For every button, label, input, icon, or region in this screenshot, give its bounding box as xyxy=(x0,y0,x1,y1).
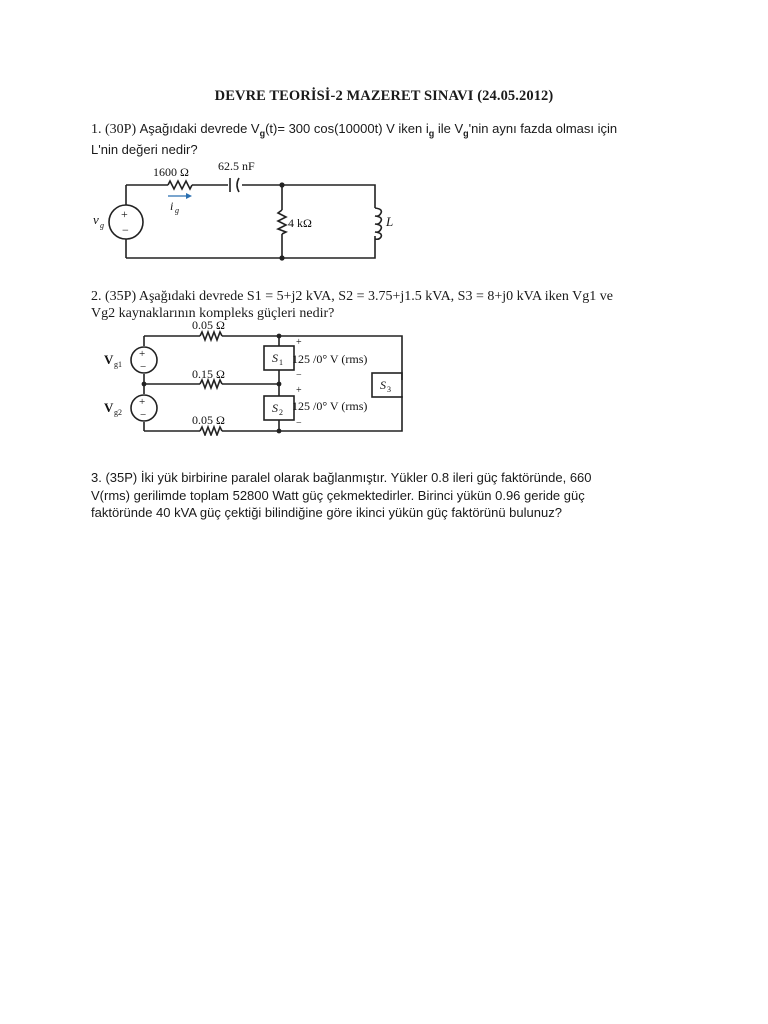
s2-label: S xyxy=(272,401,278,415)
source-label: v xyxy=(93,212,99,227)
question-3 xyxy=(91,469,701,522)
circuit-2-diagram xyxy=(96,318,408,436)
vg2-label: V xyxy=(104,400,114,415)
s3-label: S xyxy=(380,378,386,392)
vg1-minus: − xyxy=(140,361,147,373)
resistor-top-icon xyxy=(200,332,222,340)
inductor-icon xyxy=(375,208,381,239)
q1-sub-g2: g xyxy=(428,128,435,139)
inductor-label: L xyxy=(386,214,394,229)
resistor-mid-icon xyxy=(200,380,222,388)
question-3-line-3: faktöründe 40 kVA güç çektiği bilindiğine göre ikinci yükün güç faktörünü bulunuz? xyxy=(91,505,562,520)
r-bot-label: 0.05 Ω xyxy=(192,413,225,427)
node-dot xyxy=(277,382,282,387)
node-dot xyxy=(277,334,282,339)
q1-text-c: ile V xyxy=(434,121,464,136)
current-label: i xyxy=(170,199,174,213)
arrowhead-icon xyxy=(186,193,192,199)
circuit-1-diagram xyxy=(90,158,400,263)
question-3-line-1: 3. (35P) İki yük birbirine paralel olarak bağlanmıştır. Yükler 0.8 ileri güç faktöründe, 660 xyxy=(91,470,592,485)
resistor-4k-icon xyxy=(278,210,286,234)
question-points: (30P) xyxy=(105,122,137,137)
vg1-plus: + xyxy=(139,348,146,360)
resistor-1600-icon xyxy=(168,181,192,189)
s3-sub: 3 xyxy=(387,385,391,394)
question-1 xyxy=(91,121,691,159)
q1-sub-g3: g xyxy=(463,128,469,139)
s1-sub: 1 xyxy=(279,358,283,367)
question-2-line-1: 2. (35P) Aşağıdaki devrede S1 = 5+j2 kVA, S2 = 3.75+j1.5 kVA, S3 = 8+j0 kVA iken Vg1 ve xyxy=(91,289,613,304)
v1-label: 125 /0° V (rms) xyxy=(292,352,368,366)
resistor-bot-icon xyxy=(200,427,222,435)
s2-sub: 2 xyxy=(279,408,283,417)
capacitor-plate-icon xyxy=(237,178,239,192)
vg1-sub: g1 xyxy=(114,360,122,369)
s1-label: S xyxy=(272,351,278,365)
vg2-plus: + xyxy=(139,396,146,408)
vg2-minus: − xyxy=(140,409,147,421)
vg1-label: V xyxy=(104,352,114,367)
wire xyxy=(126,236,375,258)
r2-label: 4 kΩ xyxy=(288,216,312,230)
vg2-sub: g2 xyxy=(114,408,122,417)
node-dot xyxy=(279,255,284,260)
node-dot xyxy=(142,382,147,387)
q1-text-b: (t)= 300 cos(10000t) V iken i xyxy=(265,121,429,136)
question-3-line-2: V(rms) gerilimde toplam 52800 Watt güç çekmektedirler. Birinci yükün 0.96 geride güç xyxy=(91,487,585,503)
question-1-line-2: L'nin değeri nedir? xyxy=(91,142,198,158)
r-mid-label: 0.15 Ω xyxy=(192,367,225,381)
v1-minus: − xyxy=(296,370,302,381)
q1-sub-g1: g xyxy=(259,128,266,139)
question-number: 1. xyxy=(91,122,102,137)
node-dot xyxy=(279,182,284,187)
source-minus: − xyxy=(122,223,129,237)
v2-plus: + xyxy=(296,385,302,396)
current-sub: g xyxy=(175,206,179,215)
q1-text-d: 'nin aynı fazda olması için xyxy=(468,121,618,136)
source-sub: g xyxy=(100,221,104,230)
v2-label: 125 /0° V (rms) xyxy=(292,399,368,413)
source-plus: + xyxy=(121,207,128,221)
exam-title: DEVRE TEORİSİ-2 MAZERET SINAVI (24.05.2012) xyxy=(214,88,554,104)
q1-text-a: Aşağıdaki devrede V xyxy=(139,121,260,136)
r1-label: 1600 Ω xyxy=(153,165,189,179)
v2-minus: − xyxy=(296,418,302,429)
cap-label: 62.5 nF xyxy=(218,159,255,173)
question-1-line-1 xyxy=(91,121,691,142)
node-dot xyxy=(277,429,282,434)
question-2-line-2: Vg2 kaynaklarının kompleks güçleri nedir? xyxy=(91,305,335,321)
r-top-label: 0.05 Ω xyxy=(192,318,225,332)
v1-plus: + xyxy=(296,337,302,348)
wire xyxy=(242,185,375,208)
